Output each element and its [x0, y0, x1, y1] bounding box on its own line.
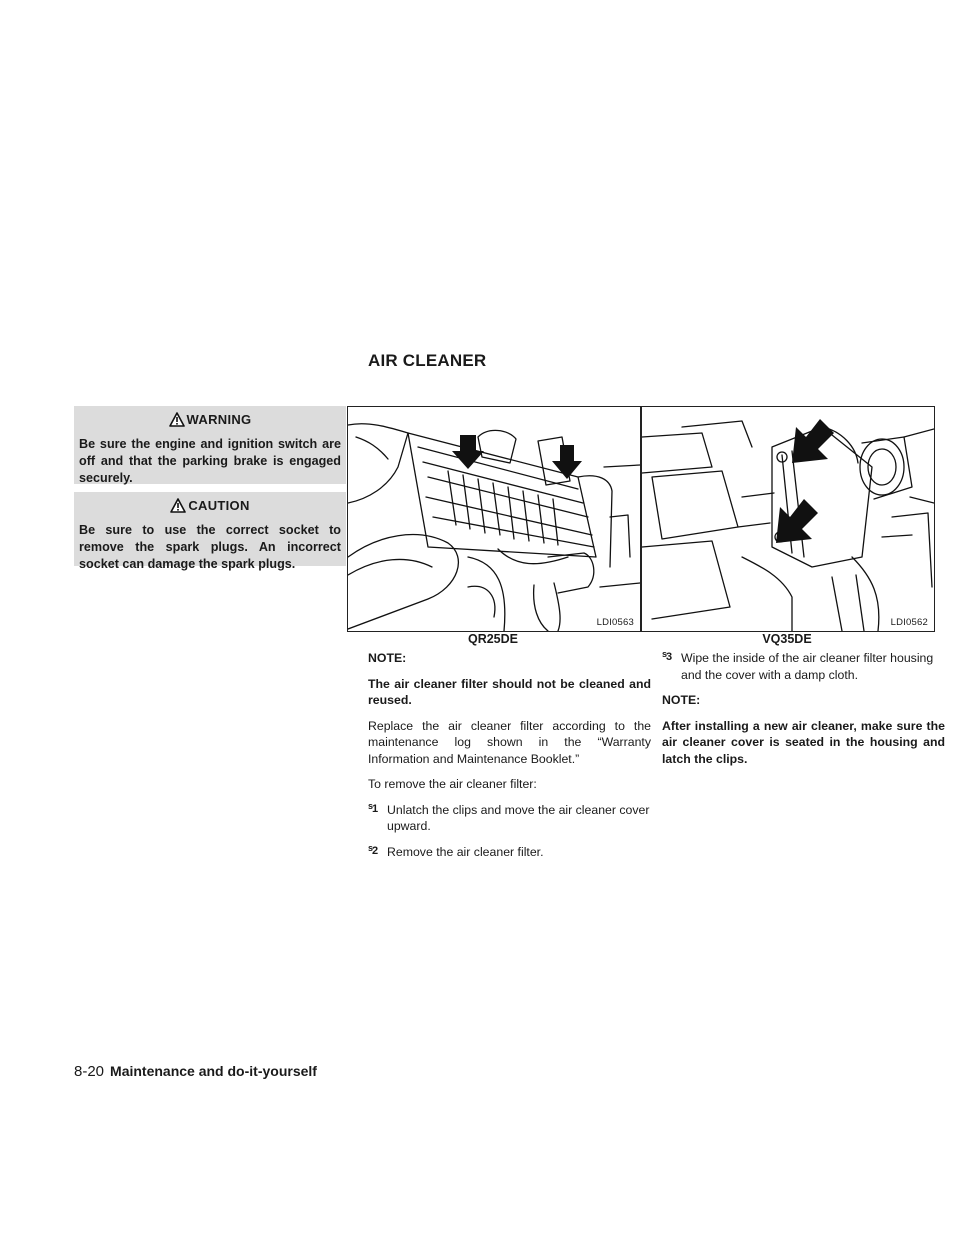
step-number: $^s$1: [368, 800, 379, 815]
middle-column: [368, 650, 651, 869]
figure-vq35de: [641, 406, 935, 632]
step-item: [368, 802, 651, 835]
step-text: Unlatch the clips and move the air cleaner cover upward.: [387, 802, 650, 833]
page-number: 8-20: [74, 1063, 105, 1080]
section-title: AIR CLEANER: [368, 351, 487, 370]
right-column: [662, 650, 945, 776]
warning-box: [74, 406, 346, 484]
warning-header: [74, 406, 346, 432]
paragraph: To remove the air cleaner filter:: [368, 777, 537, 791]
figure-qr25de: [347, 406, 641, 632]
note-text: After installing a new air cleaner, make sure the air cleaner cover is seated in the housing and latch the clips.: [662, 718, 945, 766]
note-label: NOTE:: [368, 651, 407, 665]
warning-text: Be sure the engine and ignition switch are off and that the parking brake is engaged securely.: [79, 437, 341, 485]
figure-caption: VQ35DE: [762, 632, 812, 646]
caution-text: Be sure to use the correct socket to remove the spark plugs. An incorrect socket can damage the spark plugs.: [79, 523, 341, 571]
page-footer: [74, 1063, 317, 1080]
step-item: [368, 844, 651, 861]
step-item: [662, 650, 945, 683]
qr25de-air-cleaner-illustration: [348, 407, 640, 631]
figure-caption: QR25DE: [467, 632, 519, 646]
caution-header: [74, 492, 346, 518]
step-number: $^s$3: [662, 649, 673, 663]
step-text: Wipe the inside of the air cleaner filter housing and the cover with a damp cloth.: [681, 651, 934, 682]
step-number: $^s$2: [368, 842, 379, 857]
paragraph: Replace the air cleaner filter according to the maintenance log shown in the “Warranty Information and Maintenance Booklet.”: [368, 718, 651, 766]
chapter-title: Maintenance and do-it-yourself: [110, 1063, 317, 1079]
caution-box: [74, 492, 346, 571]
figure-code: LDI0563: [596, 617, 634, 628]
warning-label: WARNING: [186, 411, 252, 427]
step-text: Remove the air cleaner filter.: [387, 844, 544, 859]
caution-triangle-icon: [170, 498, 186, 513]
figure-code: LDI0562: [890, 617, 928, 628]
note-text: The air cleaner filter should not be cleaned and reused.: [368, 676, 651, 707]
note-label: NOTE:: [662, 693, 701, 707]
warning-triangle-icon: [169, 412, 185, 427]
caution-label: CAUTION: [188, 497, 250, 513]
vq35de-air-cleaner-illustration: [642, 407, 934, 631]
